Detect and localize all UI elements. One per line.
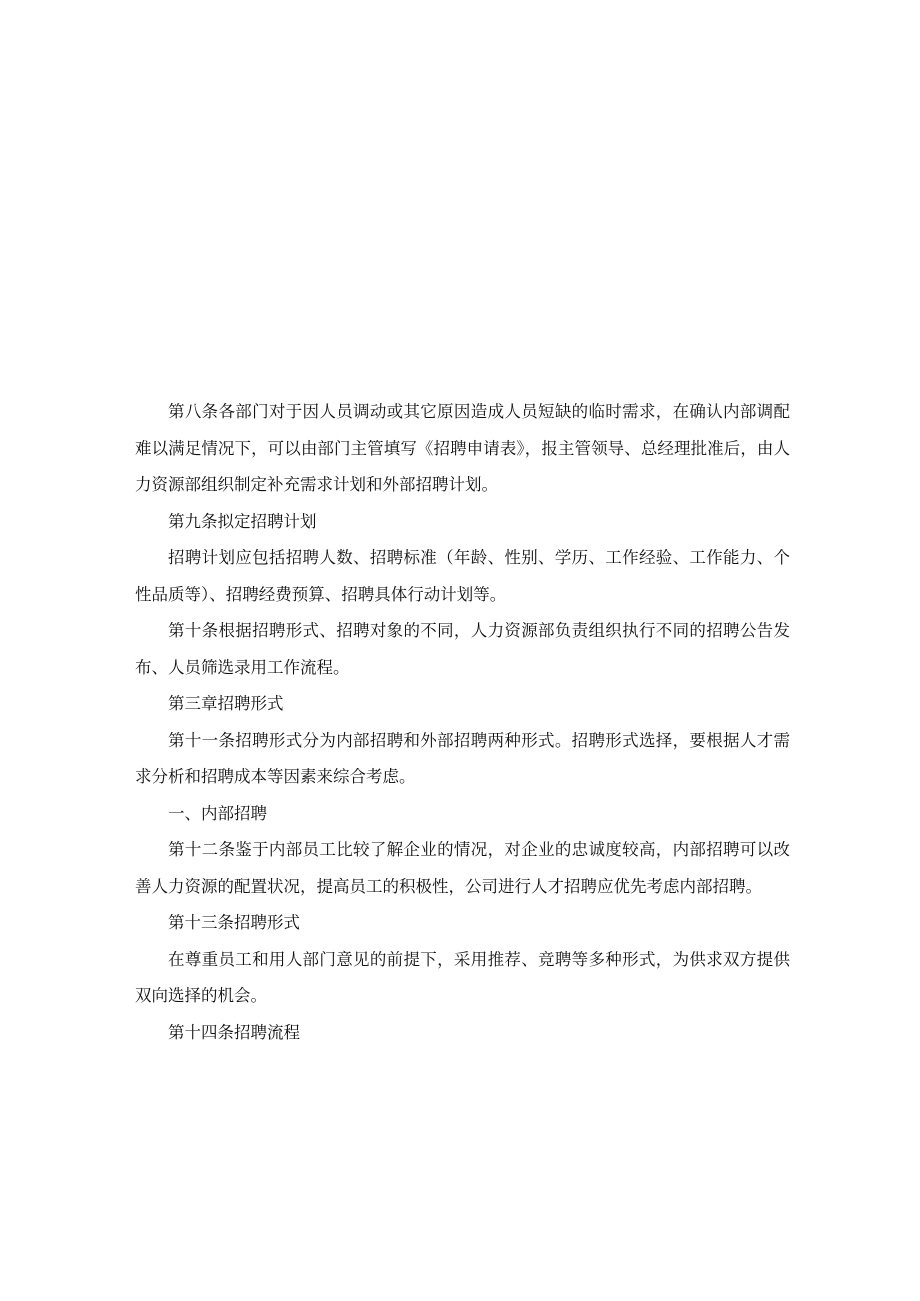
paragraph-recruitment-plan: 招聘计划应包括招聘人数、招聘标准（年龄、性别、学历、工作经验、工作能力、个性品质等）、招聘经费预算、招聘具体行动计划等。	[135, 548, 790, 604]
paragraph-article-10: 第十条根据招聘形式、招聘对象的不同，人力资源部负责组织执行不同的招聘公告发布、人员筛选录用工作流程。	[135, 621, 790, 677]
paragraph-article-12: 第十二条鉴于内部员工比较了解企业的情况，对企业的忠诚度较高，内部招聘可以改善人力资源的配置状况，提高员工的积极性，公司进行人才招聘应优先考虑内部招聘。	[135, 840, 790, 896]
paragraph-article-8: 第八条各部门对于因人员调动或其它原因造成人员短缺的临时需求，在确认内部调配难以满足情况下，可以由部门主管填写《招聘申请表》，报主管领导、总经理批准后，由人力资源部组织制定补充需求计划和外部招聘计划。	[135, 402, 790, 494]
paragraph-article-14-heading: 第十四条招聘流程	[168, 1022, 300, 1042]
document-body	[135, 394, 790, 1051]
paragraph-article-13-heading: 第十三条招聘形式	[168, 913, 300, 932]
paragraph-article-9-heading: 第九条拟定招聘计划	[168, 511, 317, 531]
section-internal-recruitment-heading: 一、内部招聘	[168, 803, 267, 823]
paragraph-recruitment-forms: 在尊重员工和用人部门意见的前提下，采用推荐、竞聘等多种形式，为供求双方提供双向选择的机会。	[135, 949, 790, 1005]
paragraph-article-11: 第十一条招聘形式分为内部招聘和外部招聘两种形式。招聘形式选择，要根据人才需求分析和招聘成本等因素来综合考虑。	[135, 730, 790, 786]
chapter-3-heading: 第三章招聘形式	[168, 694, 284, 713]
